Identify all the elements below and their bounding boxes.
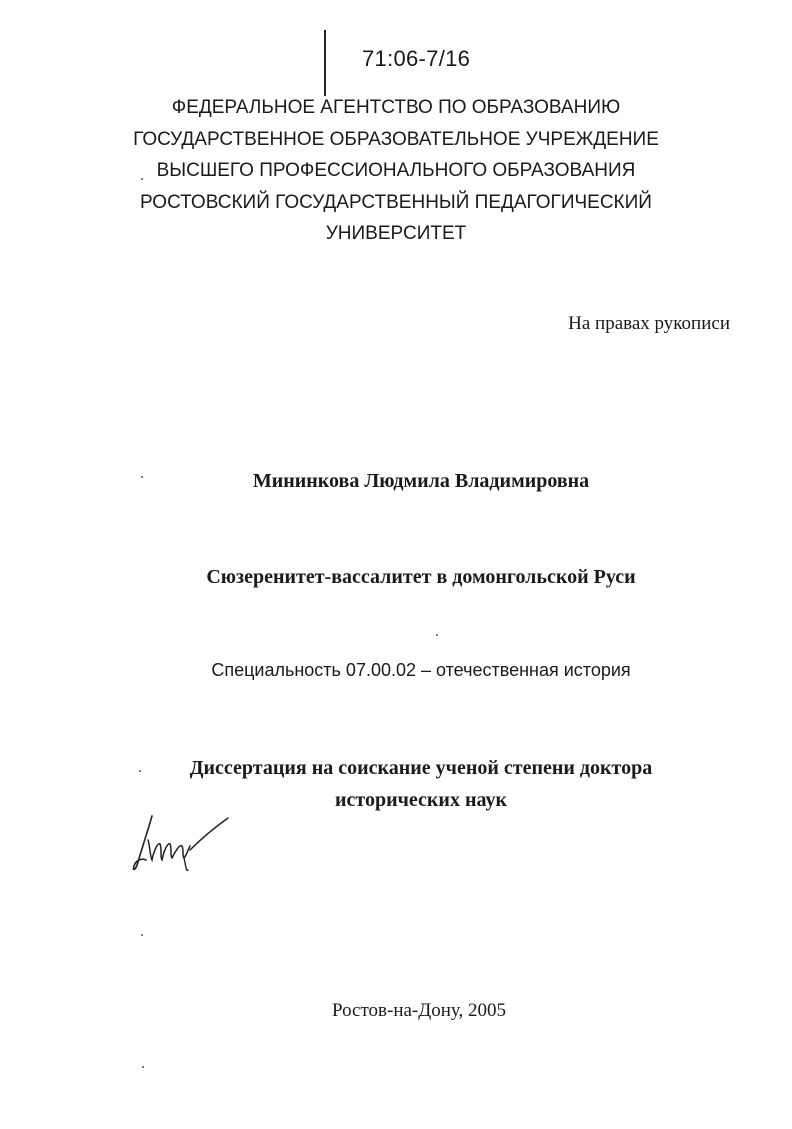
degree-line-1: Диссертация на соискание ученой степени доктора <box>189 757 653 779</box>
handwritten-signature <box>128 810 232 876</box>
specialty-line: Специальность 07.00.02 – отечественная история <box>211 660 631 680</box>
scan-speck <box>141 178 143 180</box>
institution-line: ВЫСШЕГО ПРОФЕССИОНАЛЬНОГО ОБРАЗОВАНИЯ <box>156 160 636 181</box>
rights-note: На правах рукописи <box>568 313 730 334</box>
institution-line: ФЕДЕРАЛЬНОЕ АГЕНТСТВО ПО ОБРАЗОВАНИЮ <box>171 97 621 118</box>
institution-line: РОСТОВСКИЙ ГОСУДАРСТВЕННЫЙ ПЕДАГОГИЧЕСКИЙ <box>140 191 652 213</box>
degree-statement <box>0 752 792 816</box>
scan-speck <box>436 634 438 636</box>
scan-speck <box>142 1066 144 1068</box>
city-year: Ростов-на-Дону, 2005 <box>331 1000 506 1021</box>
scan-speck <box>139 770 141 772</box>
scan-speck <box>141 476 143 478</box>
institution-header <box>0 92 792 250</box>
degree-line-2: исторических наук <box>335 789 507 811</box>
institution-line: ГОСУДАРСТВЕННОЕ ОБРАЗОВАТЕЛЬНОЕ УЧРЕЖДЕНИЕ <box>133 128 659 150</box>
dissertation-title: Сюзеренитет-вассалитет в домонгольской Руси <box>206 566 636 588</box>
margin-line <box>324 30 326 96</box>
author-name: Мининкова Людмила Владимировна <box>252 470 590 492</box>
scan-speck <box>141 934 143 936</box>
catalog-code: 71:06-7/16 <box>362 46 471 71</box>
institution-line: УНИВЕРСИТЕТ <box>325 223 467 244</box>
